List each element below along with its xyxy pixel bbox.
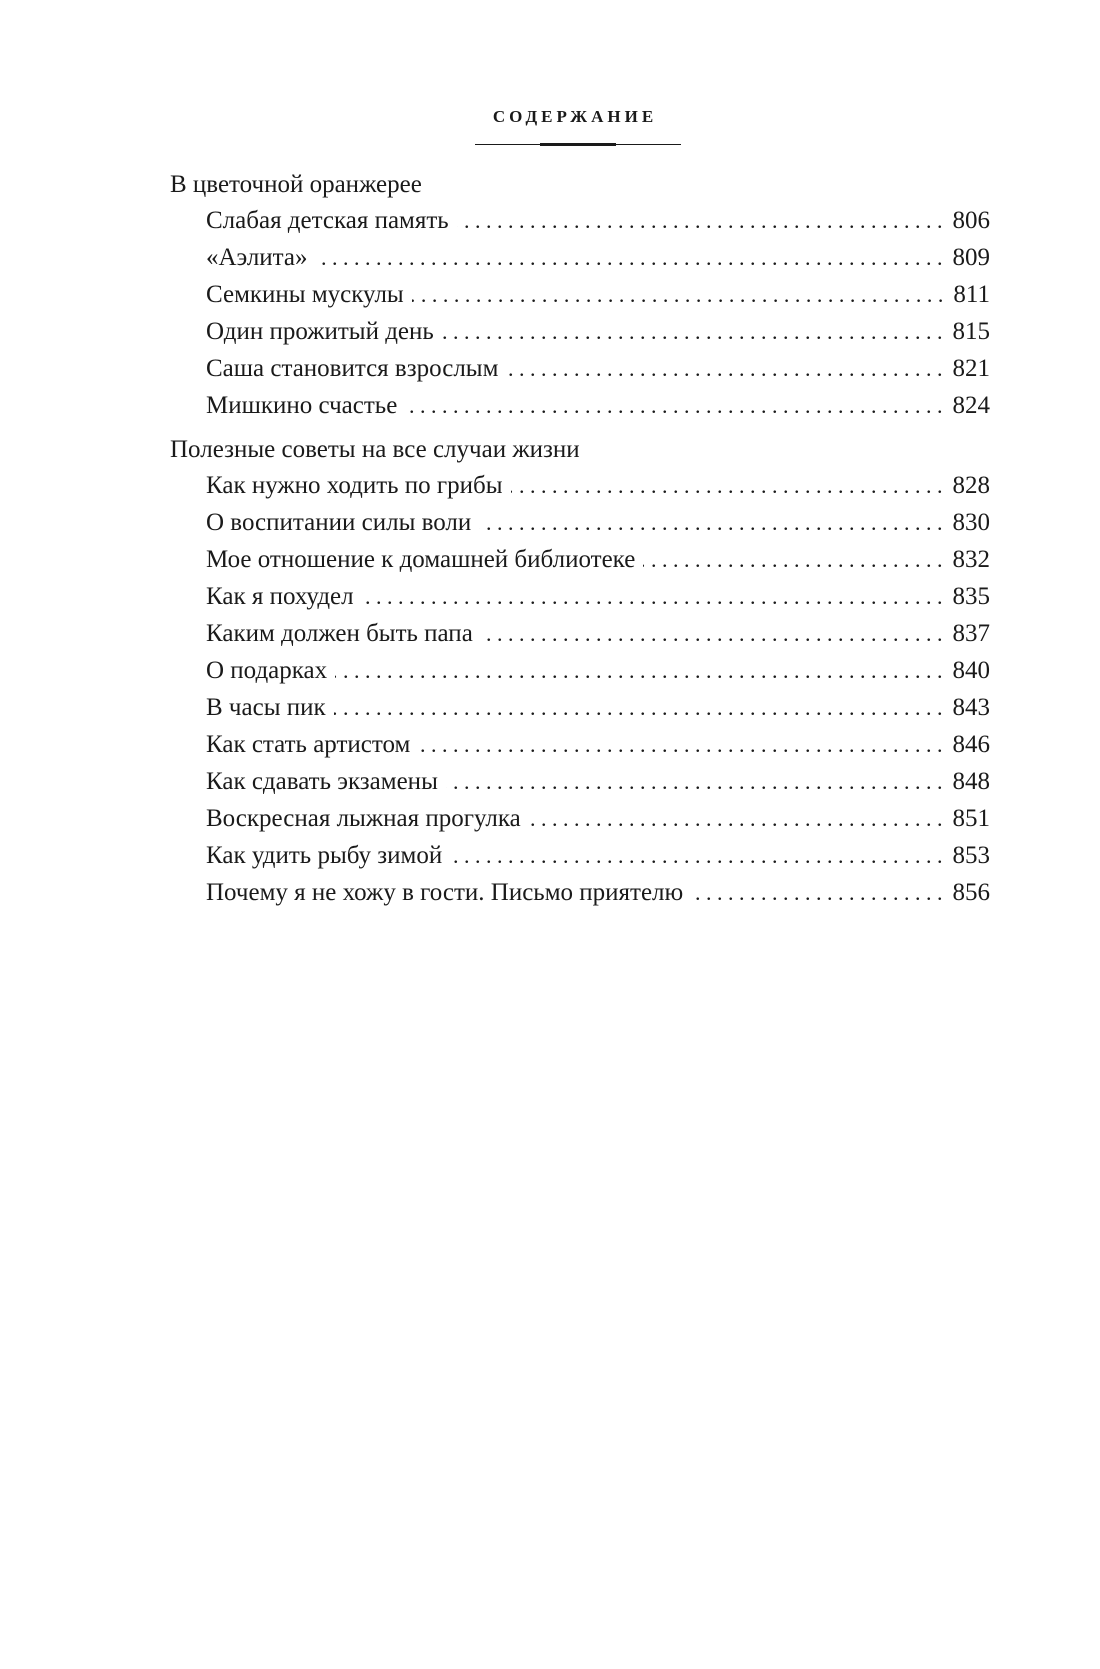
toc-entry [206, 350, 990, 387]
entry-title: Как сдавать экзамены [206, 768, 438, 795]
dot-leader [506, 350, 942, 387]
entry-title: В часы пик [206, 694, 326, 721]
dot-leader [335, 652, 942, 689]
entry-page-number: 853 [952, 842, 990, 869]
dot-leader [450, 837, 942, 874]
dot-leader [529, 800, 943, 837]
entry-page-number: 856 [952, 879, 990, 906]
entry-title: О подарках [206, 657, 328, 684]
entry-title: Семкины мускулы [206, 281, 404, 308]
toc-entry [206, 689, 990, 726]
entry-page-number: 806 [952, 207, 990, 234]
entry-page-number: 815 [952, 318, 990, 345]
entry-title: Воскресная лыжная прогулка [206, 805, 521, 832]
dot-leader [334, 689, 943, 726]
entry-title: Как нужно ходить по грибы [206, 472, 503, 499]
dot-leader [511, 467, 943, 504]
toc-entry [206, 387, 990, 424]
entry-page-number: 848 [952, 768, 990, 795]
entry-page-number: 809 [952, 244, 990, 271]
entry-title: Как стать артистом [206, 731, 411, 758]
entry-title: Как удить рыбу зимой [206, 842, 443, 869]
entry-page-number: 835 [952, 583, 990, 610]
entry-page-number: 830 [952, 509, 990, 536]
toc-entry [206, 541, 990, 578]
entry-title: О воспитании силы воли [206, 509, 472, 536]
toc-entry [206, 800, 990, 837]
entry-title: Мое отношение к домашней библиотеке [206, 546, 636, 573]
entry-title: Как я похудел [206, 583, 354, 610]
dot-leader [691, 874, 942, 911]
toc-section [170, 168, 990, 424]
dot-leader [479, 504, 942, 541]
entry-title: Мишкино счастье [206, 392, 398, 419]
entry-page-number: 821 [952, 355, 990, 382]
entry-page-number: 846 [952, 731, 990, 758]
section-title: В цветочной оранжерее [170, 171, 422, 198]
entry-page-number: 832 [952, 546, 990, 573]
entry-title: Саша становится взрослым [206, 355, 499, 382]
entry-title: Каким должен быть папа [206, 620, 473, 647]
section-title: Полезные советы на все случаи жизни [170, 436, 580, 463]
toc-entry [206, 763, 990, 800]
toc-entry [206, 276, 990, 313]
toc-entry [206, 652, 990, 689]
dot-leader [643, 541, 942, 578]
entry-page-number: 840 [952, 657, 990, 684]
entry-page-number: 828 [952, 472, 990, 499]
toc-entry [206, 578, 990, 615]
dot-leader [316, 239, 943, 276]
toc-entry [206, 837, 990, 874]
entry-title: Почему я не хожу в гости. Письмо приятелю [206, 879, 684, 906]
entry-title: «Аэлита» [206, 244, 308, 271]
toc-entry [206, 615, 990, 652]
dot-leader [405, 387, 942, 424]
toc-section [170, 433, 990, 911]
page-heading: СОДЕРЖАНИЕ [492, 107, 658, 126]
toc-entry [206, 874, 990, 911]
entry-page-number: 811 [953, 281, 990, 308]
dot-leader [446, 763, 943, 800]
entry-page-number: 837 [952, 620, 990, 647]
toc-entry [206, 239, 990, 276]
dot-leader [362, 578, 943, 615]
table-of-contents [170, 168, 990, 911]
entry-page-number: 843 [952, 694, 990, 721]
entry-page-number: 851 [952, 805, 990, 832]
dot-leader [442, 313, 943, 350]
dot-leader [481, 615, 943, 652]
dot-leader [418, 726, 942, 763]
toc-entry [206, 202, 990, 239]
entry-title: Слабая детская память [206, 207, 449, 234]
entry-page-number: 824 [952, 392, 990, 419]
entry-title: Один прожитый день [206, 318, 434, 345]
dot-leader [412, 276, 944, 313]
toc-entry [206, 504, 990, 541]
dot-leader [457, 202, 943, 239]
toc-entry [206, 467, 990, 504]
toc-entry [206, 726, 990, 763]
heading-rule-accent [540, 143, 616, 146]
toc-entry [206, 313, 990, 350]
